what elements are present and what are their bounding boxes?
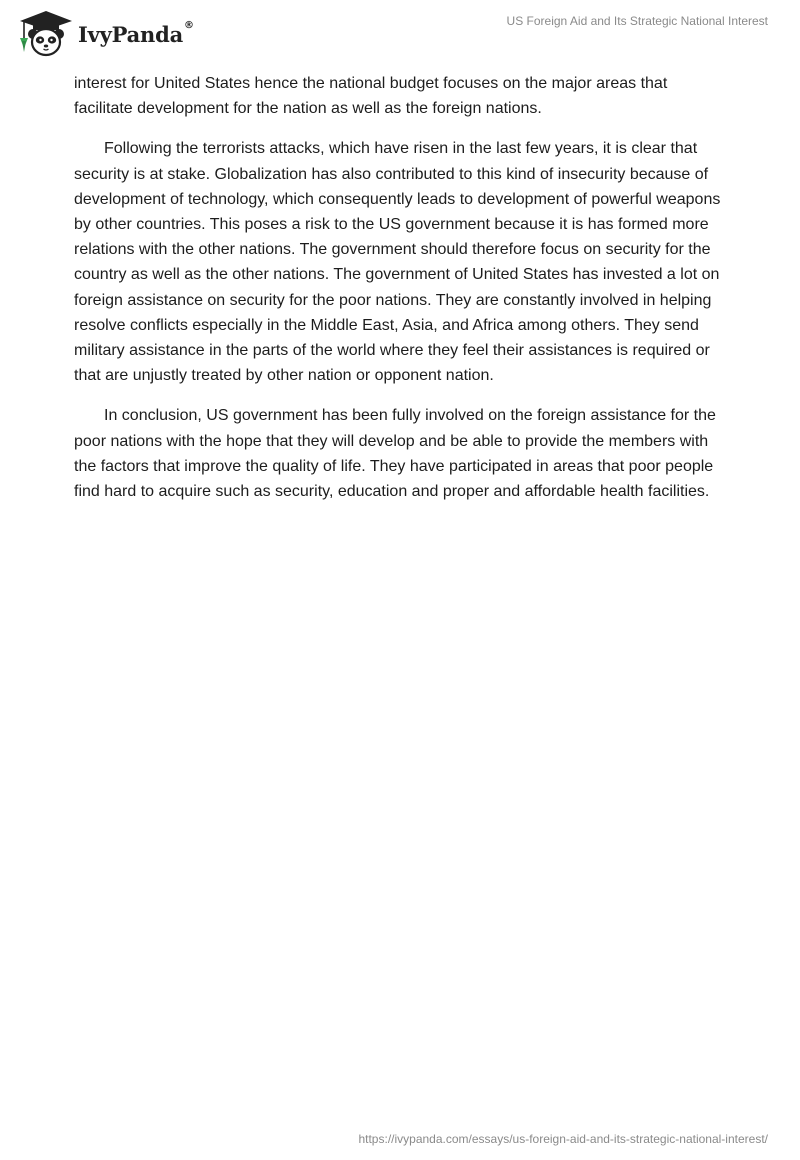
document-title: US Foreign Aid and Its Strategic National Interest [506,14,768,28]
ivypanda-logo[interactable] [14,8,194,60]
paragraph-conclusion: In conclusion, US government has been fully involved on the foreign assistance for the poor nations with the hope that they will develop and be able to provide the members with the factors that improve the quality of life. They have participated in areas that poor people find hard to acquire such as security, education and proper and affordable health facilities. [74,407,716,501]
brand-name: IvyPanda® [78,19,194,47]
source-url[interactable]: https://ivypanda.com/essays/us-foreign-aid-and-its-strategic-national-interest/ [358,1132,768,1146]
registered-mark: ® [184,19,194,31]
essay-body [74,71,730,519]
paragraph-security: Following the terrorists attacks, which have risen in the last few years, it is clear that security is at stake. Globalization has also contributed to this kind of insecurity because of development of technology, which consequently leads to development of powerful weapons by other countries. This poses a risk to the US government because it is has formed more relations with the other nations. The government should therefore focus on security for the country as well as the other nations. The government of United States has invested a lot on foreign assistance on security for the poor nations. They are constantly involved in helping resolve conflicts especially in the Middle East, Asia, and Africa among others. They send military assistance in the parts of the world where they feel their assistances is required or that are unjustly treated by other nation or opponent nation. [74,140,721,385]
panda-graduate-icon [14,8,76,60]
paragraph-continued: interest for United States hence the national budget focuses on the major areas that facilitate development for the nation as well as the foreign nations. [74,75,668,118]
page-header [0,0,800,70]
